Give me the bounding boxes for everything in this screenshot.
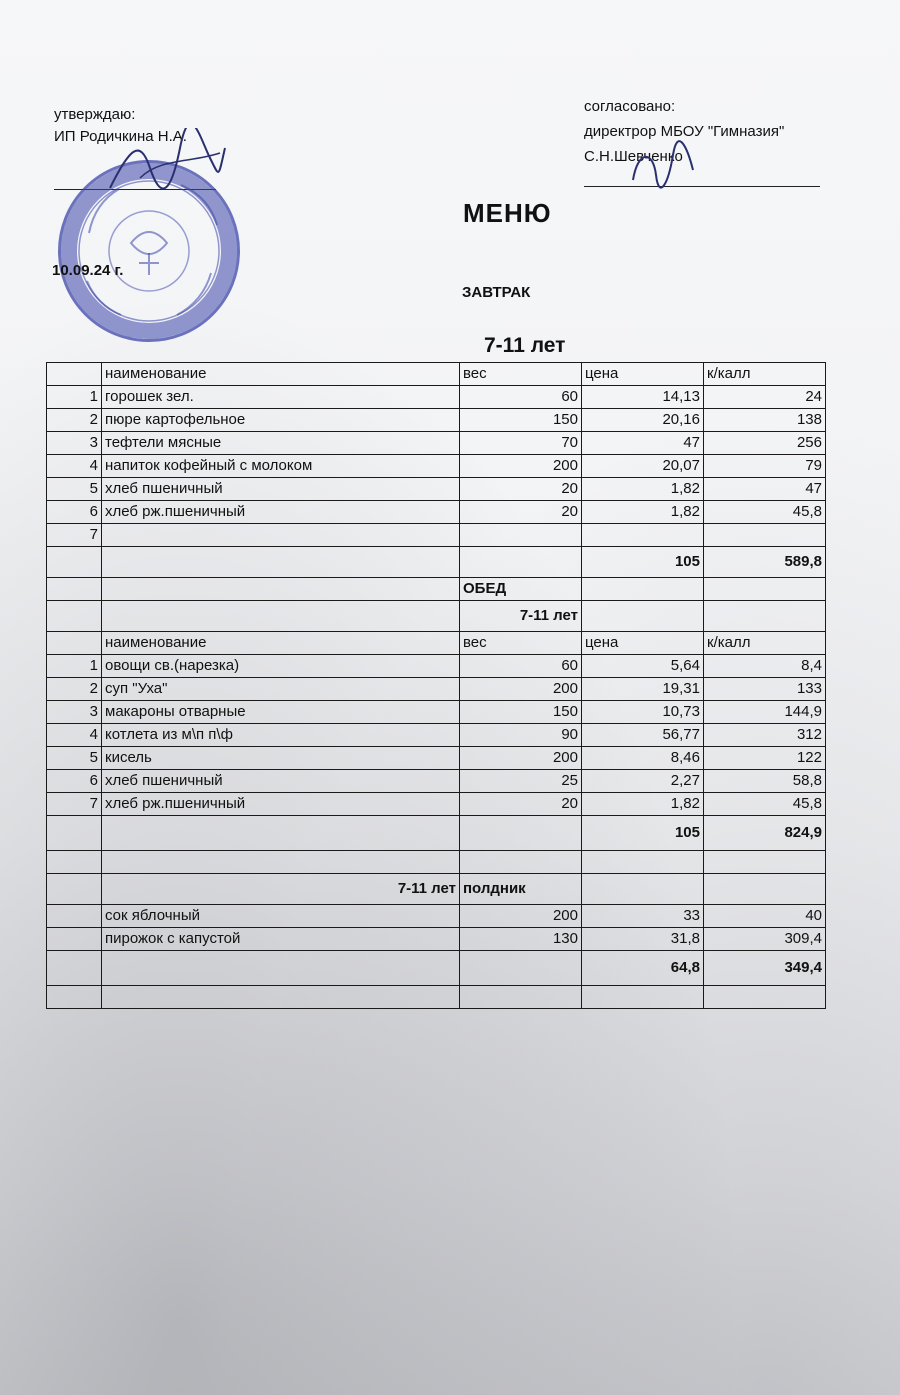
table-row	[47, 701, 826, 724]
col-header-weight: вес	[460, 632, 582, 655]
lunch-total-kcal: 824,9	[704, 816, 826, 851]
item-name: тефтели мясные	[102, 432, 460, 455]
empty-cell	[47, 601, 102, 632]
table-row	[47, 724, 826, 747]
item-name: напиток кофейный с молоком	[102, 455, 460, 478]
table-row	[47, 770, 826, 793]
item-price: 5,64	[582, 655, 704, 678]
empty-cell	[582, 524, 704, 547]
item-name: горошек зел.	[102, 386, 460, 409]
item-kcal: 47	[704, 478, 826, 501]
empty-cell	[704, 524, 826, 547]
item-weight: 70	[460, 432, 582, 455]
empty-cell	[704, 601, 826, 632]
director-name: С.Н.Шевченко	[584, 148, 683, 165]
empty-cell	[47, 816, 102, 851]
empty-cell	[102, 951, 460, 986]
snack-total-kcal: 349,4	[704, 951, 826, 986]
item-number: 4	[47, 724, 102, 747]
item-price: 14,13	[582, 386, 704, 409]
table-row	[47, 524, 826, 547]
item-kcal: 45,8	[704, 501, 826, 524]
item-price: 1,82	[582, 501, 704, 524]
item-number: 2	[47, 409, 102, 432]
director-title: директрор МБОУ "Гимназия"	[584, 123, 785, 140]
snack-heading: полдник	[460, 874, 582, 905]
item-name: хлеб рж.пшеничный	[102, 501, 460, 524]
menu-table	[46, 362, 826, 1009]
item-price: 2,27	[582, 770, 704, 793]
item-price: 20,07	[582, 455, 704, 478]
item-price: 56,77	[582, 724, 704, 747]
item-kcal: 40	[704, 905, 826, 928]
item-price: 31,8	[582, 928, 704, 951]
item-weight: 60	[460, 386, 582, 409]
snack-heading-row	[47, 874, 826, 905]
item-name: сок яблочный	[102, 905, 460, 928]
item-number: 5	[47, 747, 102, 770]
empty-cell	[47, 632, 102, 655]
lunch-age-row	[47, 601, 826, 632]
item-kcal: 45,8	[704, 793, 826, 816]
breakfast-heading: ЗАВТРАК	[462, 284, 531, 301]
item-number: 1	[47, 386, 102, 409]
empty-cell	[582, 601, 704, 632]
item-weight: 200	[460, 905, 582, 928]
empty-cell	[582, 851, 704, 874]
snack-age-heading: 7-11 лет	[102, 874, 460, 905]
table-header-row	[47, 632, 826, 655]
item-number: 7	[47, 793, 102, 816]
breakfast-age-heading: 7-11 лет	[484, 334, 566, 357]
table-row	[47, 386, 826, 409]
empty-cell	[460, 851, 582, 874]
menu-date: 10.09.24 г.	[52, 262, 124, 279]
table-row	[47, 928, 826, 951]
empty-cell	[47, 851, 102, 874]
item-number: 1	[47, 655, 102, 678]
empty-row	[47, 851, 826, 874]
empty-cell	[582, 874, 704, 905]
empty-row	[47, 986, 826, 1009]
item-price: 1,82	[582, 793, 704, 816]
item-weight: 200	[460, 455, 582, 478]
col-header-kcal: к/калл	[704, 632, 826, 655]
item-weight: 20	[460, 478, 582, 501]
empty-cell	[460, 951, 582, 986]
empty-cell	[102, 986, 460, 1009]
agreed-label: согласовано:	[584, 98, 676, 115]
empty-cell	[102, 524, 460, 547]
breakfast-total-row	[47, 547, 826, 578]
col-header-weight: вес	[460, 363, 582, 386]
breakfast-total-price: 105	[582, 547, 704, 578]
empty-cell	[47, 951, 102, 986]
item-name: кисель	[102, 747, 460, 770]
item-kcal: 122	[704, 747, 826, 770]
empty-cell	[102, 547, 460, 578]
table-header-row	[47, 363, 826, 386]
empty-cell	[47, 986, 102, 1009]
item-kcal: 24	[704, 386, 826, 409]
lunch-total-row	[47, 816, 826, 851]
col-header-kcal: к/калл	[704, 363, 826, 386]
item-name: суп "Уха"	[102, 678, 460, 701]
table-row	[47, 655, 826, 678]
col-header-price: цена	[582, 632, 704, 655]
item-price: 33	[582, 905, 704, 928]
item-number: 6	[47, 770, 102, 793]
item-name: хлеб пшеничный	[102, 478, 460, 501]
col-header-price: цена	[582, 363, 704, 386]
item-number: 3	[47, 701, 102, 724]
empty-cell	[704, 578, 826, 601]
empty-cell	[582, 578, 704, 601]
table-row	[47, 409, 826, 432]
item-weight: 150	[460, 409, 582, 432]
item-name: пюре картофельное	[102, 409, 460, 432]
empty-cell	[102, 816, 460, 851]
table-row	[47, 747, 826, 770]
empty-cell	[704, 986, 826, 1009]
item-name: котлета из м\п п\ф	[102, 724, 460, 747]
empty-cell	[47, 547, 102, 578]
item-kcal: 58,8	[704, 770, 826, 793]
item-kcal: 256	[704, 432, 826, 455]
approver-name: ИП Родичкина Н.А.	[54, 128, 187, 145]
empty-cell	[47, 578, 102, 601]
lunch-heading-row	[47, 578, 826, 601]
table-row	[47, 793, 826, 816]
item-weight: 200	[460, 747, 582, 770]
breakfast-total-kcal: 589,8	[704, 547, 826, 578]
item-number: 7	[47, 524, 102, 547]
item-name: хлеб пшеничный	[102, 770, 460, 793]
item-weight: 60	[460, 655, 582, 678]
item-weight: 130	[460, 928, 582, 951]
item-kcal: 79	[704, 455, 826, 478]
item-name: хлеб рж.пшеничный	[102, 793, 460, 816]
table-row	[47, 678, 826, 701]
item-price: 1,82	[582, 478, 704, 501]
item-kcal: 312	[704, 724, 826, 747]
empty-cell	[47, 905, 102, 928]
empty-cell	[47, 363, 102, 386]
signature-line-right	[584, 186, 820, 187]
table-row	[47, 501, 826, 524]
item-price: 8,46	[582, 747, 704, 770]
empty-cell	[102, 601, 460, 632]
table-row	[47, 478, 826, 501]
empty-cell	[460, 986, 582, 1009]
item-price: 10,73	[582, 701, 704, 724]
item-kcal: 8,4	[704, 655, 826, 678]
lunch-heading: ОБЕД	[460, 578, 582, 601]
col-header-name: наименование	[102, 363, 460, 386]
item-weight: 20	[460, 793, 582, 816]
empty-cell	[460, 524, 582, 547]
item-number: 5	[47, 478, 102, 501]
item-kcal: 138	[704, 409, 826, 432]
item-price: 19,31	[582, 678, 704, 701]
empty-cell	[47, 928, 102, 951]
item-weight: 25	[460, 770, 582, 793]
item-weight: 200	[460, 678, 582, 701]
item-kcal: 144,9	[704, 701, 826, 724]
item-number: 2	[47, 678, 102, 701]
item-price: 20,16	[582, 409, 704, 432]
approve-label: утверждаю:	[54, 106, 136, 123]
item-weight: 20	[460, 501, 582, 524]
empty-cell	[460, 547, 582, 578]
item-weight: 150	[460, 701, 582, 724]
item-name: макароны отварные	[102, 701, 460, 724]
snack-total-row	[47, 951, 826, 986]
page-title: МЕНЮ	[463, 198, 552, 228]
empty-cell	[460, 816, 582, 851]
lunch-age-heading: 7-11 лет	[460, 601, 582, 632]
item-weight: 90	[460, 724, 582, 747]
item-number: 6	[47, 501, 102, 524]
menu-table-body	[47, 363, 826, 1009]
item-name: овощи св.(нарезка)	[102, 655, 460, 678]
snack-total-price: 64,8	[582, 951, 704, 986]
item-number: 4	[47, 455, 102, 478]
item-number: 3	[47, 432, 102, 455]
signature-right-icon	[628, 140, 698, 190]
signature-left-icon	[100, 128, 230, 208]
table-row	[47, 905, 826, 928]
table-row	[47, 455, 826, 478]
col-header-name: наименование	[102, 632, 460, 655]
lunch-total-price: 105	[582, 816, 704, 851]
empty-cell	[47, 874, 102, 905]
empty-cell	[704, 874, 826, 905]
item-name: пирожок с капустой	[102, 928, 460, 951]
empty-cell	[102, 851, 460, 874]
empty-cell	[582, 986, 704, 1009]
empty-cell	[102, 578, 460, 601]
item-price: 47	[582, 432, 704, 455]
item-kcal: 309,4	[704, 928, 826, 951]
empty-cell	[704, 851, 826, 874]
table-row	[47, 432, 826, 455]
item-kcal: 133	[704, 678, 826, 701]
